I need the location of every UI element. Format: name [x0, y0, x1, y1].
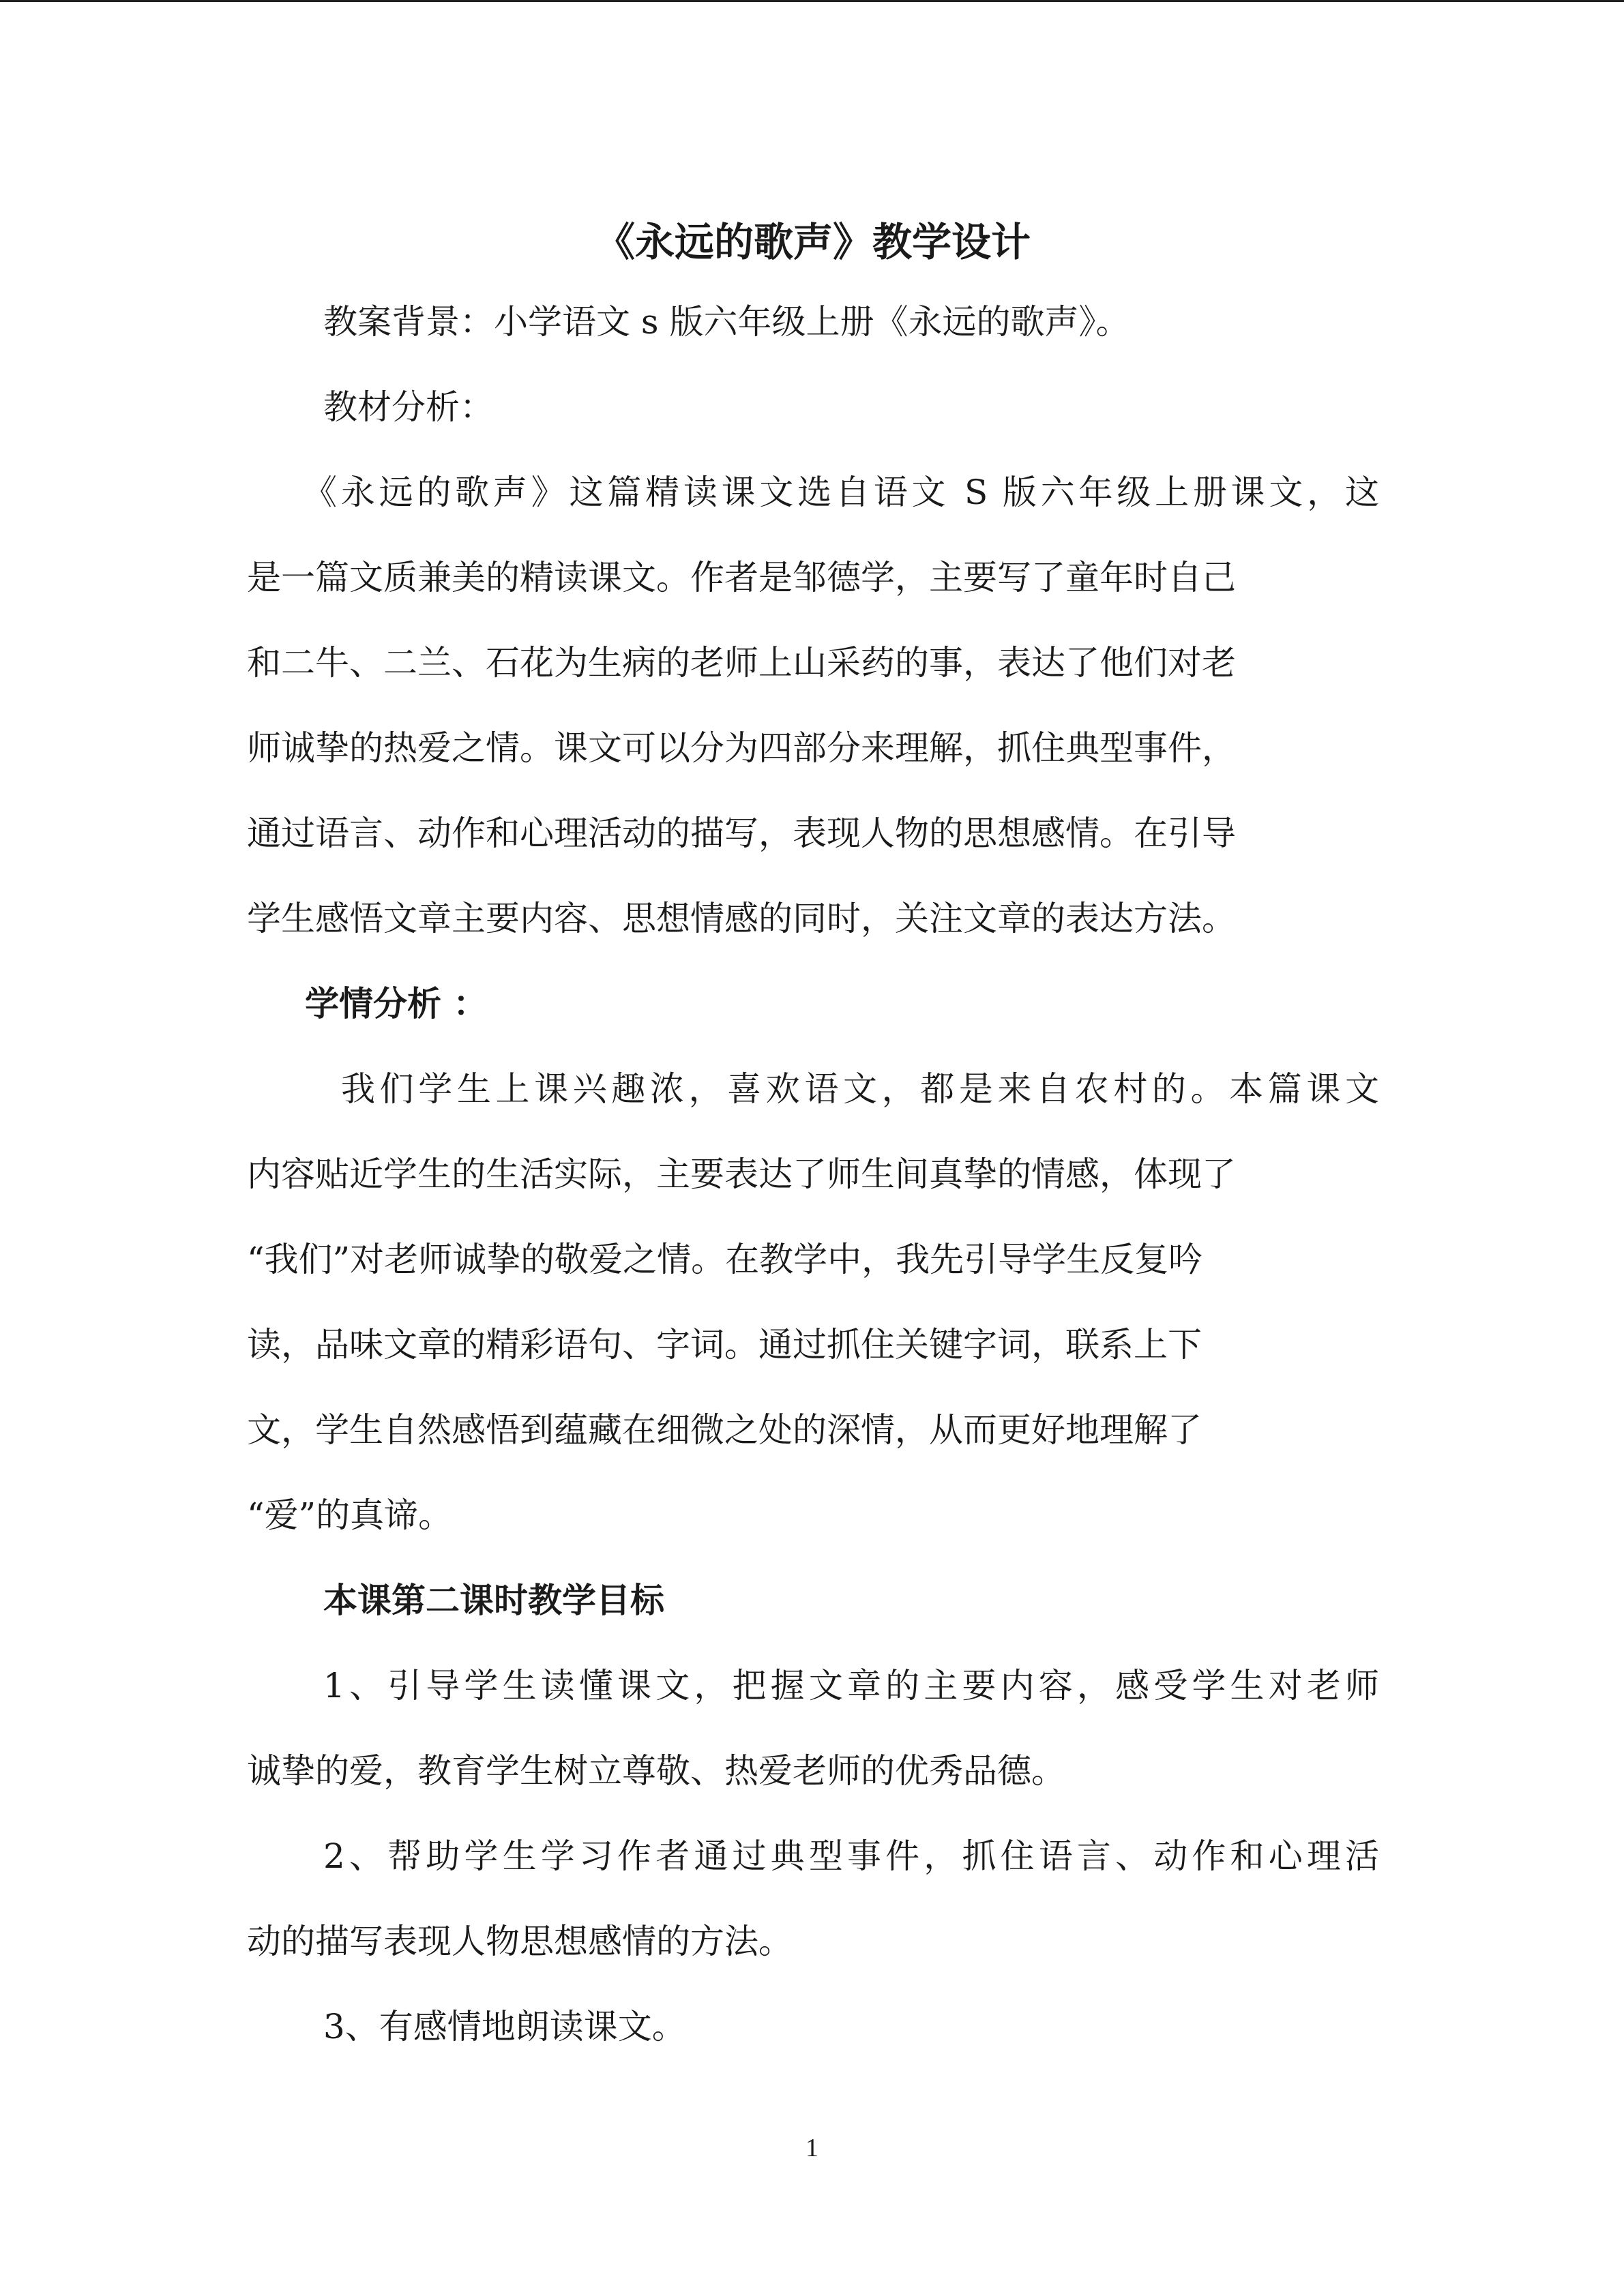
goal-3: 3、有感情地朗读课文。 [323, 2007, 686, 2046]
page-number: 1 [806, 2134, 818, 2162]
goal-line: 诚挚的爱，教育学生树立尊敬、热爱老师的优秀品德。 [247, 1751, 1065, 1791]
goal-line: 2、帮助学生学习作者通过典型事件，抓住语言、动作和心理活 [323, 1836, 1379, 1876]
students-paragraph [247, 1047, 1379, 1558]
document-page [247, 205, 1379, 2070]
material-line: 通过语言、动作和心理活动的描写，表现人物的思想感情。在引导 [247, 814, 1236, 853]
goal-line: 1、引导学生读懂课文，把握文章的主要内容，感受学生对老师 [323, 1666, 1379, 1705]
material-line: 《永远的歌声》这篇精读课文选自语文 S 版六年级上册课文，这 [303, 473, 1379, 512]
goals-heading: 本课第二课时教学目标 [323, 1581, 664, 1620]
students-line: 我们学生上课兴趣浓，喜欢语文，都是来自农村的。本篇课文 [341, 1069, 1379, 1109]
page-top-border [0, 0, 1624, 2]
material-line: 是一篇文质兼美的精读课文。作者是邹德学，主要写了童年时自己 [247, 558, 1236, 597]
background-line: 教案背景：小学语文 s 版六年级上册《永远的歌声》。 [323, 302, 1130, 342]
students-heading: 学情分析 ： [305, 984, 488, 1024]
material-line: 和二牛、二兰、石花为生病的老师上山采药的事，表达了他们对老 [247, 643, 1236, 683]
document-title: 《永远的歌声》教学设计 [595, 219, 1031, 265]
material-line: 学生感悟文章主要内容、思想情感的同时，关注文章的表达方法。 [247, 899, 1236, 938]
material-heading: 教材分析： [323, 387, 494, 427]
students-line: 文，学生自然感悟到蕴藏在细微之处的深情，从而更好地理解了 [247, 1410, 1202, 1450]
students-line: “我们”对老师诚挚的敬爱之情。在教学中，我先引导学生反复吟 [247, 1240, 1203, 1279]
material-paragraph [247, 450, 1379, 961]
goal-1 [247, 1643, 1379, 1814]
goal-line: 动的描写表现人物思想感情的方法。 [247, 1922, 793, 1961]
students-line: “爱”的真谛。 [247, 1495, 453, 1535]
material-line: 师诚挚的热爱之情。课文可以分为四部分来理解，抓住典型事件， [247, 728, 1236, 768]
goal-2 [247, 1814, 1379, 1984]
students-line: 读，品味文章的精彩语句、字词。通过抓住关键字词，联系上下 [247, 1325, 1202, 1365]
students-line: 内容贴近学生的生活实际，主要表达了师生间真挚的情感，体现了 [247, 1154, 1236, 1194]
